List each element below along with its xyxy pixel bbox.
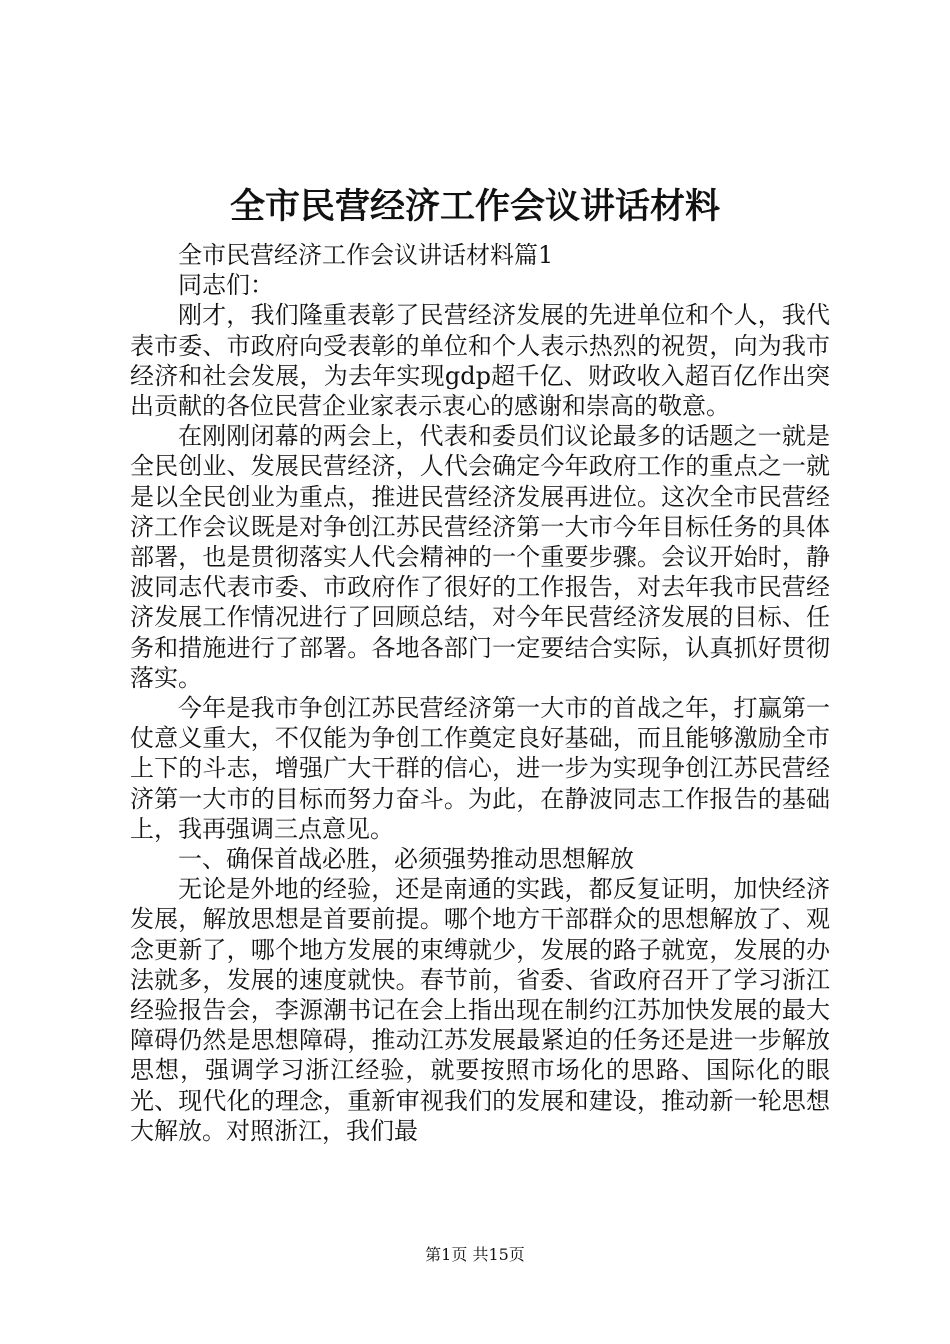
document-title: 全市民营经济工作会议讲话材料	[229, 186, 720, 227]
subheading: 一、确保首战必胜，必须强势推动思想解放	[178, 845, 634, 874]
salutation: 同志们：	[178, 271, 274, 300]
document-body	[130, 240, 830, 1146]
paragraph: 无论是外地的经验，还是南通的实践，都反复证明，加快经济发展，解放思想是首要前提。哪个地方干部群众的思想解放了、观念更新了，哪个地方发展的束缚就少，发展的路子就宽，发展的办法就多，发展的速度就快。春节前，省委、省政府召开了学习浙江经验报告会，李源潮书记在会上指出现在制约江苏加快发展的最大障碍仍然是思想障碍，推动江苏发展最紧迫的任务还是进一步解放思想，强调学习浙江经验，就要按照市场化的思路、国际化的眼光、现代化的理念，重新审视我们的发展和建设，推动新一轮思想大解放。对照浙江，我们最	[130, 875, 830, 1145]
paragraph: 刚才，我们隆重表彰了民营经济发展的先进单位和个人，我代表市委、市政府向受表彰的单位和个人表示热烈的祝贺，向为我市经济和社会发展，为去年实现gdp超千亿、财政收入超百亿作出突出贡献的各位民营企业家表示衷心的感谢和崇高的敬意。	[130, 301, 830, 421]
paragraph: 在刚刚闭幕的两会上，代表和委员们议论最多的话题之一就是全民创业、发展民营经济，人代会确定今年政府工作的重点之一就是以全民创业为重点，推进民营经济发展再进位。这次全市民营经济工作会议既是对争创江苏民营经济第一大市今年目标任务的具体部署，也是贯彻落实人代会精神的一个重要步骤。会议开始时，静波同志代表市委、市政府作了很好的工作报告，对去年我市民营经济发展工作情况进行了回顾总结，对今年民营经济发展的目标、任务和措施进行了部署。各地各部门一定要结合实际，认真抓好贯彻落实。	[130, 422, 830, 692]
section-heading: 全市民营经济工作会议讲话材料篇1	[178, 241, 554, 269]
page-footer: 第1页 共15页	[425, 1245, 525, 1264]
paragraph: 今年是我市争创江苏民营经济第一大市的首战之年，打赢第一仗意义重大，不仅能为争创工作奠定良好基础，而且能够激励全市上下的斗志，增强广大干群的信心，进一步为实现争创江苏民营经济第一大市的目标而努力奋斗。为此，在静波同志工作报告的基础上，我再强调三点意见。	[130, 694, 830, 843]
